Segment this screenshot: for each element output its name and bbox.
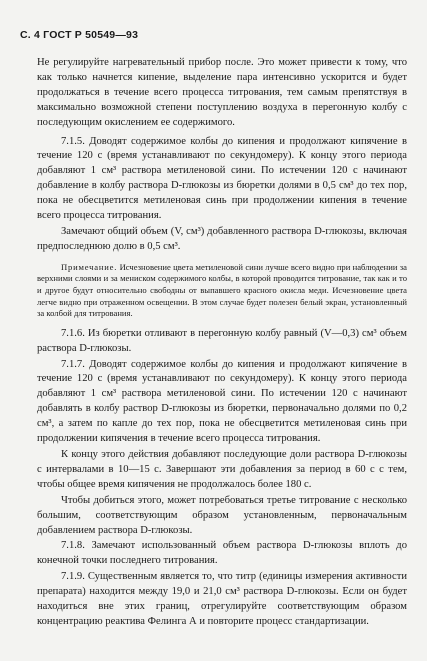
paragraph-third-titration: Чтобы добиться этого, может потребоваться третье титрование с несколько большим, соответствующим образом установленным, первоначальным добавлением раствора D-глюкозы. <box>37 494 407 536</box>
note-text: Исчезновение цвета метиленовой сини лучше всего видно при наблюдении за верхними слоями и за мениском содержимого колбы, в которой проводится титрование, так как и то и другое будут относительно свободны от выпавшего красного окисла меди. Исчезновение цвета легче видно при отраженном освещении. В этом случае будет полезен белый экран, установленный за колбой для титрования. <box>37 261 407 319</box>
paragraph-volume: Замечают общий объем (V, см³) добавленного раствора D-глюкозы, включая предпоследнюю долю в 0,5 см³. <box>37 225 407 252</box>
note-label: Примечание. <box>61 261 118 272</box>
paragraph-continuation: Не регулируйте нагревательный прибор после. Это может привести к тому, что как только начнется кипение, выделение пара интенсивно ускорится и будет продолжаться в течение всего процесса титрования, тем самым препятствуя в максимально возможной степени поступлению воздуха в перегонную колбу с последующим окислением ее содержимого. <box>37 57 407 128</box>
note <box>37 262 407 320</box>
document-body <box>37 56 407 631</box>
paragraph-7-1-6: 7.1.6. Из бюретки отливают в перегонную колбу равный (V—0,3) см³ объем раствора D-глюкозы. <box>37 327 407 354</box>
paragraph-7-1-7: 7.1.7. Доводят содержимое колбы до кипения и продолжают кипячение в течение 120 с (время устанавливают по секундомеру). К концу этого периода добавляют 1 см³ раствора метиленовой сини. По истечении 120 с начинают добавлять в колбу раствор D-глюкозы из бюретки, первоначально долями по 0,2 см³, а затем по капле до тех пор, пока не обесцветится метиленовая синь при продолжении кипячения в течение всего процесса титрования. <box>37 358 407 445</box>
paragraph-final-additions: К концу этого действия добавляют последующие доли раствора D-глюкозы с интервалами в 10—15 с. Завершают эти добавления за период в 60 с с тем, чтобы общее время кипячения не продолжалось более 180 с. <box>37 449 407 490</box>
paragraph-7-1-8: 7.1.8. Замечают использованный объем раствора D-глюкозы вплоть до конечной точки последнего титрования. <box>37 540 407 567</box>
paragraph-7-1-9: 7.1.9. Существенным является то, что титр (единицы измерения активности препарата) находится между 19,0 и 21,0 см³ раствора D-глюкозы. Если он будет находиться вне этих границ, отрегулируйте соответствующим образом концентрацию реактива Фелинга А и повторите процесс стандартизации. <box>37 571 407 627</box>
paragraph-7-1-5: 7.1.5. Доводят содержимое колбы до кипения и продолжают кипячение в течение 120 с (время устанавливают по секундомеру). К концу этого периода добавляют 1 см³ раствора метиленовой сини. По истечении 120 с начинают добавление в колбу раствора D-глюкозы из бюретки долями в 0,5 см³ до тех пор, пока не обесцветится метиленовая синь при продолжении кипения в течение всего процесса титрования. <box>37 135 407 222</box>
page-header: С. 4 ГОСТ Р 50549—93 <box>20 29 139 41</box>
